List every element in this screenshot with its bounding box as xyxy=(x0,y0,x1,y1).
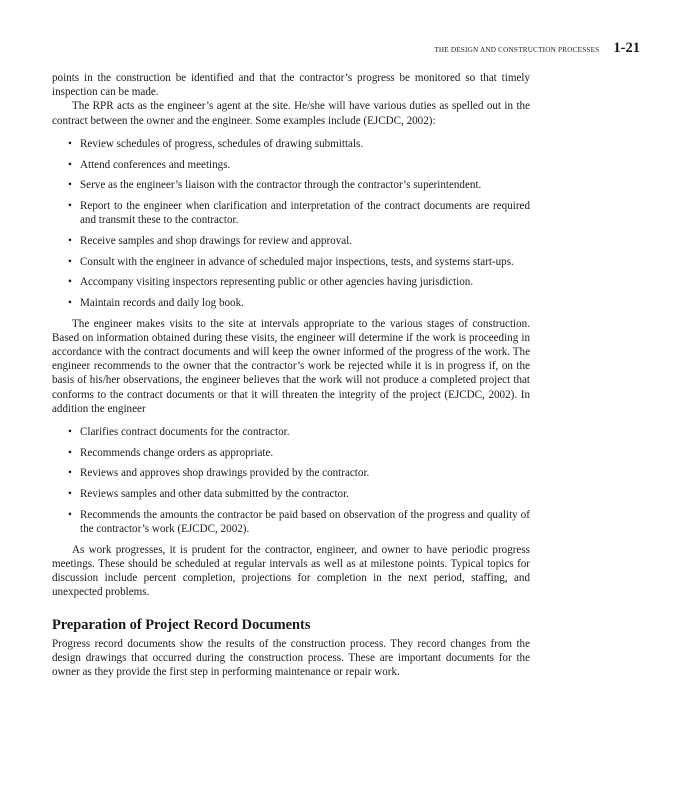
paragraph-progress-meetings: As work progresses, it is prudent for the contractor, engineer, and owner to have periodic progress meetings. These should be scheduled at regular intervals as well as at milestone points. Typical topics for discussion include percent completion, projections for completion in the next period, staffing, and unexpected problems. xyxy=(52,543,530,599)
list-item-text: Receive samples and shop drawings for review and approval. xyxy=(80,234,353,247)
bullet-icon: • xyxy=(68,276,72,289)
list-item xyxy=(52,508,530,536)
engineer-duties-list xyxy=(52,425,530,536)
running-title: THE DESIGN AND CONSTRUCTION PROCESSES xyxy=(434,46,600,54)
list-item-text: Serve as the engineer’s liaison with the contractor through the contractor’s superintendent. xyxy=(80,179,482,192)
section-heading: Preparation of Project Record Documents xyxy=(52,616,311,633)
paragraph-engineer-visits: The engineer makes visits to the site at intervals appropriate to the various stages of construction. Based on information obtained during these visits, the engineer will determine if the work is proceeding in accordance with the contract documents and will keep the owner informed of the progress of the work. The engineer recommends to the owner that the contractor’s work be rejected while it is in progress if, on the basis of his/her observations, the engineer believes that the work will not produce a completed project that conforms to the contract documents or that it will threaten the integrity of the project (EJCDC, 2002). In addition the engineer xyxy=(52,317,530,415)
list-item xyxy=(52,296,530,310)
rpr-duties-list xyxy=(52,137,530,310)
list-item-text: Recommends change orders as appropriate. xyxy=(80,446,274,459)
list-item xyxy=(52,466,530,480)
bullet-icon: • xyxy=(68,234,72,247)
body-text xyxy=(52,71,530,679)
bullet-icon: • xyxy=(68,137,72,150)
paragraph-rpr-intro: The RPR acts as the engineer’s agent at the site. He/she will have various duties as spelled out in the contract between the owner and the engineer. Some examples include (EJCDC, 2002): xyxy=(52,100,530,127)
list-item xyxy=(52,234,530,248)
bullet-icon: • xyxy=(68,158,72,171)
list-item-text: Report to the engineer when clarification and interpretation of the contract documents are required and transmit these to the contractor. xyxy=(80,199,530,227)
bullet-icon: • xyxy=(68,467,72,480)
list-item-text: Review schedules of progress, schedules of drawing submittals. xyxy=(80,137,364,150)
paragraph-continuation: points in the construction be identified and that the contractor’s progress be monitored so that timely inspection can be made. xyxy=(52,72,530,99)
list-item xyxy=(52,137,530,151)
bullet-icon: • xyxy=(68,446,72,459)
list-item-text: Accompany visiting inspectors representing public or other agencies having jurisdiction. xyxy=(80,276,474,289)
page-number: 1-21 xyxy=(613,40,640,56)
bullet-icon: • xyxy=(68,255,72,268)
bullet-icon: • xyxy=(68,488,72,501)
running-head xyxy=(434,40,640,57)
bullet-icon: • xyxy=(68,426,72,439)
list-item xyxy=(52,255,530,269)
list-item xyxy=(52,425,530,439)
list-item xyxy=(52,275,530,289)
bullet-icon: • xyxy=(68,296,72,309)
paragraph-record-documents: Progress record documents show the results of the construction process. They record changes from the design drawings that occurred during the construction process. These are important documents for the owner as they provide the first step in performing maintenance or repair work. xyxy=(52,637,530,678)
list-item xyxy=(52,158,530,172)
list-item-text: Reviews samples and other data submitted by the contractor. xyxy=(80,488,349,501)
list-item-text: Attend conferences and meetings. xyxy=(80,158,231,171)
list-item xyxy=(52,446,530,460)
bullet-icon: • xyxy=(68,179,72,192)
list-item xyxy=(52,487,530,501)
bullet-icon: • xyxy=(68,508,72,521)
list-item xyxy=(52,178,530,192)
list-item-text: Clarifies contract documents for the contractor. xyxy=(80,426,290,439)
list-item-text: Reviews and approves shop drawings provided by the contractor. xyxy=(80,467,370,480)
list-item-text: Consult with the engineer in advance of scheduled major inspections, tests, and systems start-ups. xyxy=(80,255,514,268)
bullet-icon: • xyxy=(68,199,72,212)
list-item-text: Maintain records and daily log book. xyxy=(80,296,244,309)
list-item-text: Recommends the amounts the contractor be paid based on observation of the progress and quality of the contractor’s work (EJCDC, 2002). xyxy=(80,508,530,536)
list-item xyxy=(52,199,530,227)
